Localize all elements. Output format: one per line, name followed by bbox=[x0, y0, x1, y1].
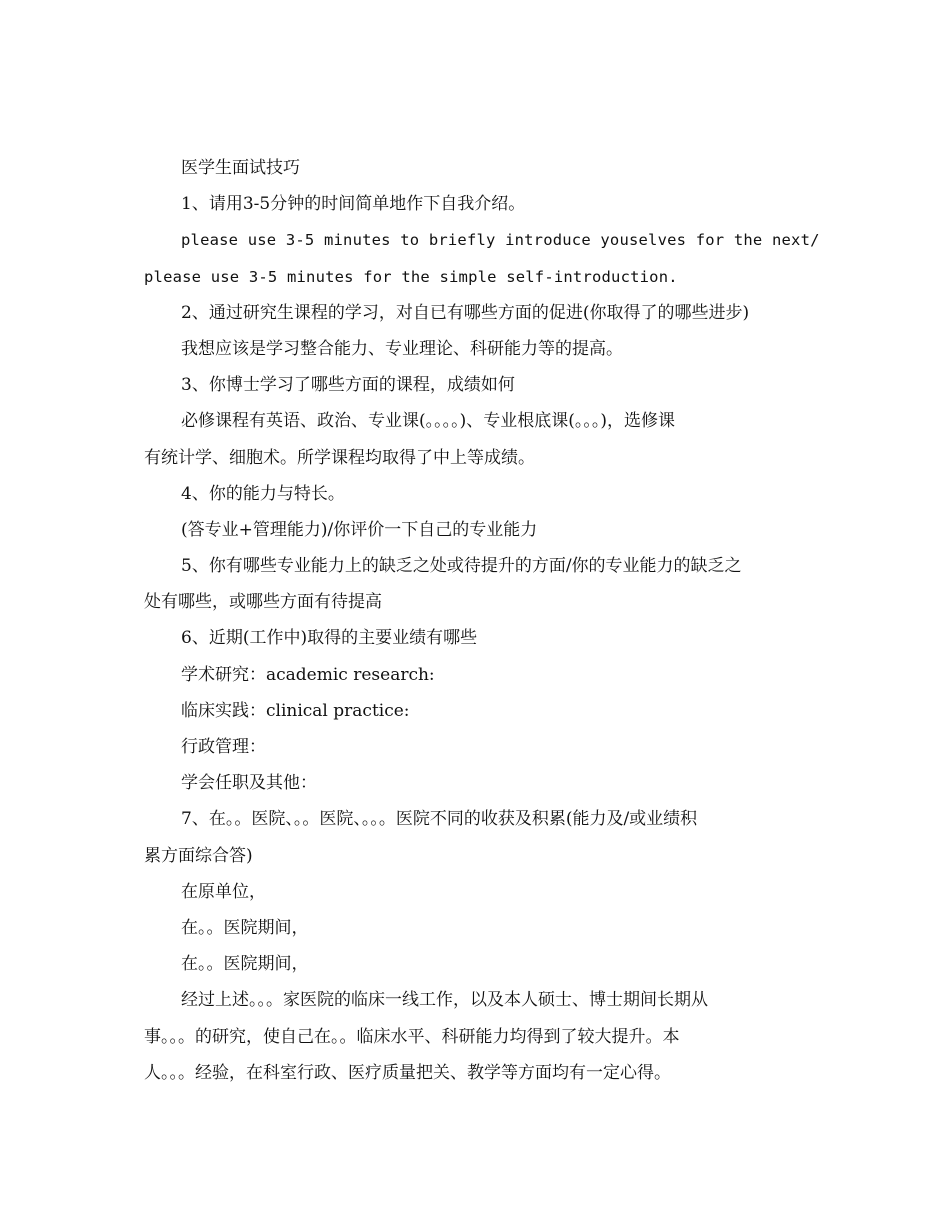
summary-line-3: 人。。。经验，在科室行政、医疗质量把关、教学等方面均有一定心得。 bbox=[144, 1062, 671, 1083]
clinical-practice-label: 临床实践：clinical practice: bbox=[181, 700, 410, 721]
answer-7-hospital-2: 在。。医院期间， bbox=[181, 954, 309, 975]
academic-research-label: 学术研究：academic research: bbox=[181, 664, 435, 685]
english-line-2: please use 3-5 minutes for the simple self-introduction. bbox=[144, 267, 678, 286]
question-3: 3、你博士学习了哪些方面的课程，成绩如何 bbox=[181, 375, 515, 396]
summary-line-1: 经过上述。。。家医院的临床一线工作，以及本人硕士、博士期间长期从 bbox=[181, 990, 708, 1011]
question-6: 6、近期(工作中)取得的主要业绩有哪些 bbox=[181, 628, 478, 649]
question-4: 4、你的能力与特长。 bbox=[181, 483, 345, 504]
answer-3-line-2: 有统计学、细胞术。所学课程均取得了中上等成绩。 bbox=[144, 447, 535, 468]
question-7-line-2: 累方面综合答) bbox=[144, 845, 253, 866]
answer-7-hospital-1: 在。。医院期间， bbox=[181, 917, 309, 938]
question-1: 1、请用3-5分钟的时间简单地作下自我介绍。 bbox=[181, 194, 526, 215]
summary-line-2: 事。。。的研究，使自己在。。临床水平、科研能力均得到了较大提升。本 bbox=[144, 1026, 680, 1047]
administration-label: 行政管理： bbox=[181, 737, 266, 757]
question-5-line-2: 处有哪些，或哪些方面有待提高 bbox=[144, 592, 382, 613]
question-5-line-1: 5、你有哪些专业能力上的缺乏之处或待提升的方面/你的专业能力的缺乏之 bbox=[181, 556, 742, 577]
question-2: 2、通过研究生课程的学习，对自已有哪些方面的促进(你取得了的哪些进步) bbox=[181, 302, 750, 323]
answer-4: (答专业+管理能力)/你评价一下自己的专业能力 bbox=[181, 519, 538, 540]
society-position-label: 学会任职及其他： bbox=[181, 773, 317, 794]
document-title: 医学生面试技巧 bbox=[181, 158, 300, 178]
question-7-line-1: 7、在。。医院、。。医院、。。。医院不同的收获及积累(能力及/或业绩积 bbox=[181, 809, 698, 830]
answer-2: 我想应该是学习整合能力、专业理论、科研能力等的提高。 bbox=[181, 338, 623, 359]
answer-7-original-unit: 在原单位， bbox=[181, 881, 266, 902]
answer-3-line-1: 必修课程有英语、政治、专业课(。。。。)、专业根底课(。。。)，选修课 bbox=[181, 411, 676, 432]
document-body bbox=[144, 150, 820, 1091]
english-line-1: please use 3-5 minutes to briefly introduce youselves for the next/ bbox=[181, 231, 820, 250]
